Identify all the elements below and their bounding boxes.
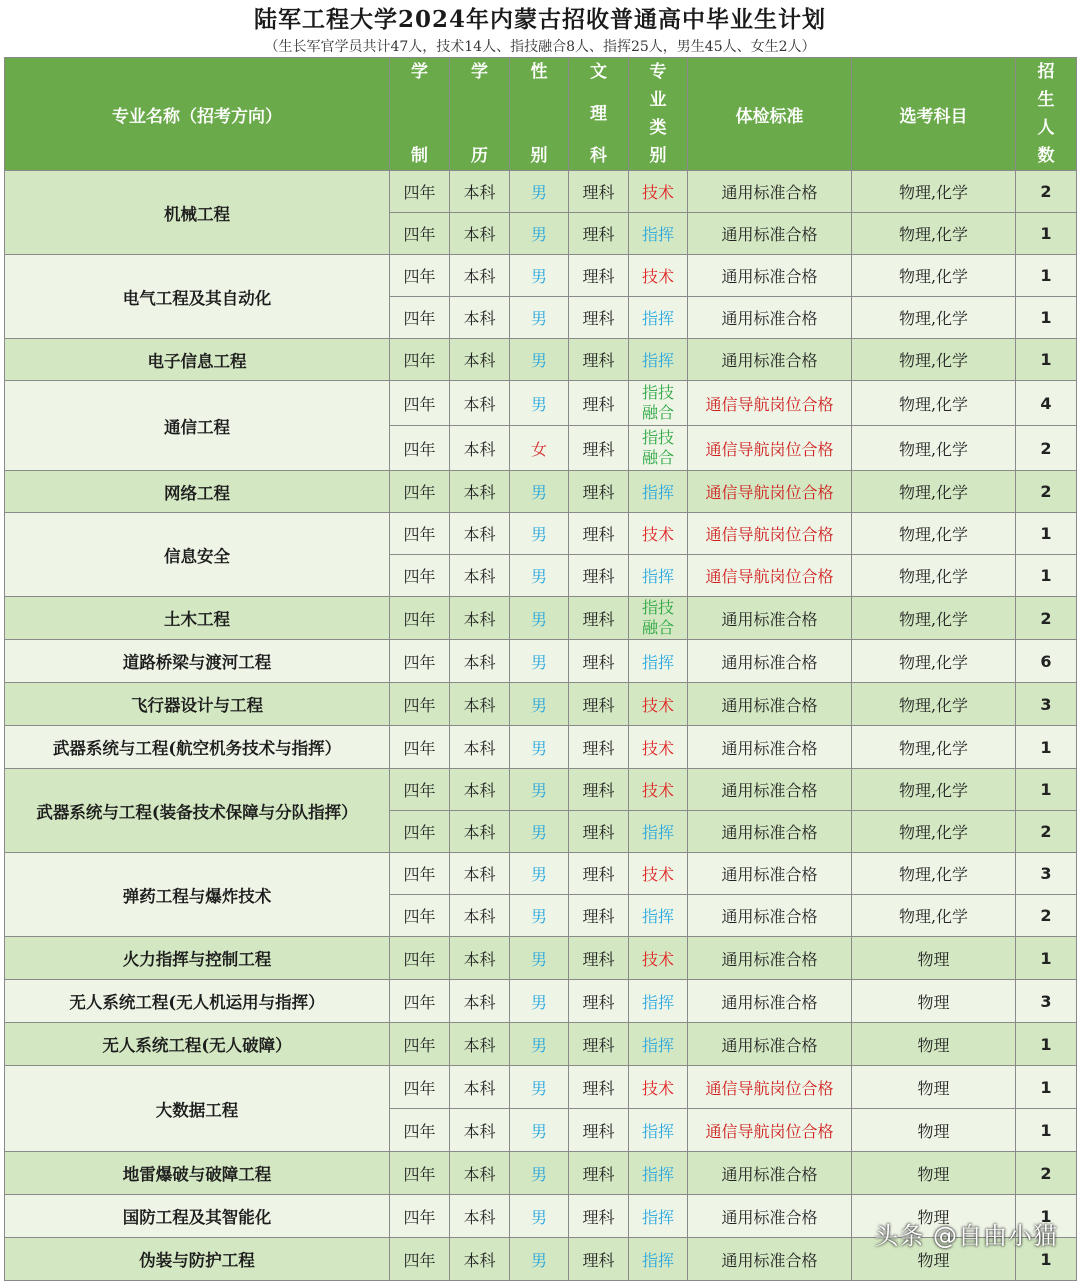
degree-cell: 本科	[450, 1066, 510, 1109]
category-cell: 技术	[629, 171, 688, 213]
degree-cell: 本科	[450, 381, 510, 426]
track-cell: 理科	[569, 683, 629, 726]
track-cell: 理科	[569, 980, 629, 1023]
major-name: 伪装与防护工程	[5, 1238, 390, 1281]
degree-cell: 本科	[450, 1023, 510, 1066]
header-gender	[510, 58, 569, 171]
category-cell: 指挥	[629, 980, 688, 1023]
major-name: 飞行器设计与工程	[5, 683, 390, 726]
degree-cell: 本科	[450, 555, 510, 597]
track-cell: 理科	[569, 1195, 629, 1238]
count-cell: 1	[1016, 513, 1077, 555]
track-cell: 理科	[569, 853, 629, 895]
table-row	[5, 1066, 1077, 1109]
header-count	[1016, 58, 1077, 171]
track-cell: 理科	[569, 171, 629, 213]
duration-cell: 四年	[390, 726, 450, 769]
category-cell: 技术	[629, 769, 688, 811]
physical-cell: 通信导航岗位合格	[688, 381, 852, 426]
track-cell: 理科	[569, 640, 629, 683]
track-cell: 理科	[569, 471, 629, 513]
count-cell: 1	[1016, 1238, 1077, 1281]
header-major: 专业名称（招考方向）	[5, 58, 390, 171]
count-cell: 1	[1016, 255, 1077, 297]
category-cell: 指挥	[629, 339, 688, 381]
category-cell: 指挥	[629, 895, 688, 937]
duration-cell: 四年	[390, 1152, 450, 1195]
track-cell: 理科	[569, 297, 629, 339]
gender-cell: 男	[510, 811, 569, 853]
category-cell: 指挥	[629, 1195, 688, 1238]
duration-cell: 四年	[390, 683, 450, 726]
track-cell: 理科	[569, 597, 629, 640]
gender-cell: 男	[510, 297, 569, 339]
major-name: 武器系统与工程(航空机务技术与指挥）	[5, 726, 390, 769]
degree-cell: 本科	[450, 853, 510, 895]
duration-cell: 四年	[390, 1109, 450, 1152]
header-degree-char: 历	[471, 146, 488, 166]
degree-cell: 本科	[450, 471, 510, 513]
physical-cell: 通用标准合格	[688, 1152, 852, 1195]
duration-cell: 四年	[390, 426, 450, 471]
physical-cell: 通用标准合格	[688, 640, 852, 683]
track-cell: 理科	[569, 213, 629, 255]
category-cell: 技术	[629, 513, 688, 555]
track-cell: 理科	[569, 255, 629, 297]
gender-cell: 男	[510, 937, 569, 980]
physical-cell: 通用标准合格	[688, 980, 852, 1023]
table-row	[5, 980, 1077, 1023]
category-cell: 指挥	[629, 1152, 688, 1195]
physical-cell: 通信导航岗位合格	[688, 426, 852, 471]
degree-cell: 本科	[450, 597, 510, 640]
physical-cell: 通用标准合格	[688, 213, 852, 255]
duration-cell: 四年	[390, 597, 450, 640]
exam-subjects-cell: 物理,化学	[852, 297, 1016, 339]
count-cell: 1	[1016, 937, 1077, 980]
major-name: 通信工程	[5, 381, 390, 471]
gender-cell: 男	[510, 1195, 569, 1238]
category-cell: 技术	[629, 937, 688, 980]
physical-cell: 通信导航岗位合格	[688, 555, 852, 597]
category-cell: 技术	[629, 683, 688, 726]
degree-cell: 本科	[450, 811, 510, 853]
duration-cell: 四年	[390, 811, 450, 853]
exam-subjects-cell: 物理,化学	[852, 381, 1016, 426]
count-cell: 1	[1016, 726, 1077, 769]
track-cell: 理科	[569, 1152, 629, 1195]
exam-subjects-cell: 物理	[852, 1109, 1016, 1152]
gender-cell: 男	[510, 683, 569, 726]
major-name: 土木工程	[5, 597, 390, 640]
category-cell: 技术	[629, 255, 688, 297]
duration-cell: 四年	[390, 339, 450, 381]
category-cell	[629, 426, 688, 471]
exam-subjects-cell: 物理	[852, 1066, 1016, 1109]
exam-subjects-cell: 物理	[852, 1152, 1016, 1195]
count-cell: 3	[1016, 853, 1077, 895]
gender-cell: 男	[510, 769, 569, 811]
header-duration-char: 制	[411, 146, 428, 166]
table-row	[5, 513, 1077, 555]
physical-cell: 通用标准合格	[688, 853, 852, 895]
enrollment-table	[4, 57, 1077, 1281]
header-track-char: 科	[590, 146, 607, 166]
physical-cell: 通用标准合格	[688, 726, 852, 769]
count-cell: 3	[1016, 683, 1077, 726]
count-cell: 1	[1016, 1066, 1077, 1109]
degree-cell: 本科	[450, 640, 510, 683]
header-track-char: 文	[590, 62, 607, 82]
major-name: 武器系统与工程(装备技术保障与分队指挥）	[5, 769, 390, 853]
exam-subjects-cell: 物理	[852, 937, 1016, 980]
header-category	[629, 58, 688, 171]
gender-cell: 男	[510, 1023, 569, 1066]
track-cell: 理科	[569, 381, 629, 426]
table-row	[5, 471, 1077, 513]
exam-subjects-cell: 物理,化学	[852, 426, 1016, 471]
degree-cell: 本科	[450, 1238, 510, 1281]
major-name: 道路桥梁与渡河工程	[5, 640, 390, 683]
physical-cell: 通用标准合格	[688, 1023, 852, 1066]
degree-cell: 本科	[450, 339, 510, 381]
degree-cell: 本科	[450, 1152, 510, 1195]
header-gender-char: 性	[530, 62, 548, 82]
count-cell: 4	[1016, 381, 1077, 426]
table-row	[5, 853, 1077, 895]
page-title: 陆军工程大学2024年内蒙古招收普通高中毕业生计划	[253, 6, 826, 33]
header-duration	[390, 58, 450, 171]
physical-cell: 通信导航岗位合格	[688, 513, 852, 555]
track-cell: 理科	[569, 339, 629, 381]
table-header-row	[5, 58, 1077, 171]
physical-cell: 通用标准合格	[688, 683, 852, 726]
exam-subjects-cell: 物理,化学	[852, 513, 1016, 555]
gender-cell: 男	[510, 213, 569, 255]
table-row	[5, 937, 1077, 980]
count-cell: 2	[1016, 471, 1077, 513]
category-cell: 指挥	[629, 471, 688, 513]
gender-cell: 男	[510, 1152, 569, 1195]
exam-subjects-cell: 物理,化学	[852, 471, 1016, 513]
major-name: 地雷爆破与破障工程	[5, 1152, 390, 1195]
duration-cell: 四年	[390, 640, 450, 683]
table-row	[5, 597, 1077, 640]
count-cell: 2	[1016, 895, 1077, 937]
track-cell: 理科	[569, 769, 629, 811]
category-cell: 指挥	[629, 555, 688, 597]
major-name: 国防工程及其智能化	[5, 1195, 390, 1238]
major-name: 火力指挥与控制工程	[5, 937, 390, 980]
exam-subjects-cell: 物理	[852, 1023, 1016, 1066]
category-cell: 指挥	[629, 640, 688, 683]
track-cell: 理科	[569, 426, 629, 471]
category-cell: 技术	[629, 853, 688, 895]
gender-cell: 男	[510, 471, 569, 513]
gender-cell: 男	[510, 555, 569, 597]
table-row	[5, 1023, 1077, 1066]
major-name: 无人系统工程(无人破障）	[5, 1023, 390, 1066]
gender-cell: 男	[510, 597, 569, 640]
track-cell: 理科	[569, 1238, 629, 1281]
gender-cell: 男	[510, 895, 569, 937]
degree-cell: 本科	[450, 171, 510, 213]
gender-cell: 男	[510, 255, 569, 297]
major-name: 网络工程	[5, 471, 390, 513]
exam-subjects-cell: 物理	[852, 980, 1016, 1023]
count-cell: 1	[1016, 297, 1077, 339]
header-category-char: 专	[649, 62, 667, 82]
degree-cell: 本科	[450, 683, 510, 726]
gender-cell: 男	[510, 513, 569, 555]
gender-cell: 男	[510, 853, 569, 895]
category-cell: 技术	[629, 726, 688, 769]
count-cell: 1	[1016, 1023, 1077, 1066]
exam-subjects-cell: 物理,化学	[852, 640, 1016, 683]
duration-cell: 四年	[390, 980, 450, 1023]
count-cell: 1	[1016, 213, 1077, 255]
physical-cell: 通用标准合格	[688, 811, 852, 853]
track-cell: 理科	[569, 513, 629, 555]
category-cell: 指挥	[629, 811, 688, 853]
exam-subjects-cell: 物理,化学	[852, 555, 1016, 597]
gender-cell: 男	[510, 381, 569, 426]
major-name: 电子信息工程	[5, 339, 390, 381]
header-count-char: 生	[1037, 90, 1055, 110]
header-duration-char: 学	[411, 62, 428, 82]
gender-cell: 男	[510, 640, 569, 683]
table-row	[5, 769, 1077, 811]
count-cell: 2	[1016, 1152, 1077, 1195]
duration-cell: 四年	[390, 255, 450, 297]
duration-cell: 四年	[390, 937, 450, 980]
count-cell: 2	[1016, 426, 1077, 471]
header-degree-char: 学	[471, 62, 488, 82]
gender-cell: 男	[510, 1109, 569, 1152]
gender-cell: 男	[510, 171, 569, 213]
track-cell: 理科	[569, 811, 629, 853]
header-degree	[450, 58, 510, 171]
duration-cell: 四年	[390, 213, 450, 255]
degree-cell: 本科	[450, 895, 510, 937]
table-row	[5, 726, 1077, 769]
exam-subjects-cell: 物理,化学	[852, 726, 1016, 769]
exam-subjects-cell: 物理,化学	[852, 853, 1016, 895]
table-row	[5, 1152, 1077, 1195]
degree-cell: 本科	[450, 255, 510, 297]
table-row	[5, 381, 1077, 426]
gender-cell: 女	[510, 426, 569, 471]
category-cell	[629, 597, 688, 640]
gender-cell: 男	[510, 726, 569, 769]
category-text: 指技融合	[641, 428, 674, 467]
category-cell: 指挥	[629, 297, 688, 339]
physical-cell: 通用标准合格	[688, 1238, 852, 1281]
count-cell: 2	[1016, 811, 1077, 853]
degree-cell: 本科	[450, 213, 510, 255]
gender-cell: 男	[510, 980, 569, 1023]
duration-cell: 四年	[390, 1238, 450, 1281]
degree-cell: 本科	[450, 426, 510, 471]
exam-subjects-cell: 物理,化学	[852, 811, 1016, 853]
gender-cell: 男	[510, 339, 569, 381]
count-cell: 2	[1016, 597, 1077, 640]
count-cell: 1	[1016, 769, 1077, 811]
degree-cell: 本科	[450, 1109, 510, 1152]
degree-cell: 本科	[450, 1195, 510, 1238]
header-count-char: 人	[1037, 118, 1055, 138]
duration-cell: 四年	[390, 895, 450, 937]
header-category-char: 业	[649, 90, 667, 110]
page-subtitle: （生长军官学员共计47人，技术14人、指技融合8人、指挥25人，男生45人、女生2人）	[264, 39, 816, 55]
count-cell: 6	[1016, 640, 1077, 683]
table-row	[5, 640, 1077, 683]
track-cell: 理科	[569, 1109, 629, 1152]
count-cell: 3	[1016, 980, 1077, 1023]
physical-cell: 通用标准合格	[688, 339, 852, 381]
degree-cell: 本科	[450, 297, 510, 339]
table-row	[5, 255, 1077, 297]
exam-subjects-cell: 物理,化学	[852, 255, 1016, 297]
major-name: 信息安全	[5, 513, 390, 597]
header-category-char: 类	[649, 118, 667, 138]
exam-subjects-cell: 物理,化学	[852, 597, 1016, 640]
category-cell: 指挥	[629, 1023, 688, 1066]
major-name: 弹药工程与爆炸技术	[5, 853, 390, 937]
header-category-char: 别	[649, 146, 667, 166]
physical-cell: 通用标准合格	[688, 1195, 852, 1238]
physical-cell: 通用标准合格	[688, 297, 852, 339]
physical-cell: 通用标准合格	[688, 597, 852, 640]
physical-cell: 通用标准合格	[688, 255, 852, 297]
category-cell: 指挥	[629, 1109, 688, 1152]
degree-cell: 本科	[450, 937, 510, 980]
table-body	[5, 171, 1077, 1281]
count-cell: 2	[1016, 171, 1077, 213]
duration-cell: 四年	[390, 853, 450, 895]
exam-subjects-cell: 物理,化学	[852, 683, 1016, 726]
header-exam-subjects: 选考科目	[852, 58, 1016, 171]
count-cell: 1	[1016, 555, 1077, 597]
category-cell	[629, 381, 688, 426]
header-track-char: 理	[590, 104, 607, 124]
track-cell: 理科	[569, 895, 629, 937]
header-track	[569, 58, 629, 171]
header-count-char: 招	[1037, 62, 1055, 82]
exam-subjects-cell: 物理,化学	[852, 895, 1016, 937]
table-row	[5, 171, 1077, 213]
header-gender-char: 别	[530, 146, 548, 166]
degree-cell: 本科	[450, 513, 510, 555]
exam-subjects-cell: 物理,化学	[852, 769, 1016, 811]
physical-cell: 通用标准合格	[688, 895, 852, 937]
category-text: 指技融合	[641, 383, 674, 422]
major-name: 机械工程	[5, 171, 390, 255]
track-cell: 理科	[569, 1066, 629, 1109]
track-cell: 理科	[569, 937, 629, 980]
major-name: 无人系统工程(无人机运用与指挥）	[5, 980, 390, 1023]
physical-cell: 通信导航岗位合格	[688, 471, 852, 513]
physical-cell: 通用标准合格	[688, 769, 852, 811]
duration-cell: 四年	[390, 769, 450, 811]
track-cell: 理科	[569, 726, 629, 769]
major-name: 电气工程及其自动化	[5, 255, 390, 339]
duration-cell: 四年	[390, 1195, 450, 1238]
degree-cell: 本科	[450, 980, 510, 1023]
count-cell: 1	[1016, 1195, 1077, 1238]
gender-cell: 男	[510, 1066, 569, 1109]
duration-cell: 四年	[390, 297, 450, 339]
category-cell: 技术	[629, 1066, 688, 1109]
physical-cell: 通信导航岗位合格	[688, 1066, 852, 1109]
watermark: 头条 @自由小猫	[874, 1222, 1058, 1250]
duration-cell: 四年	[390, 513, 450, 555]
exam-subjects-cell: 物理,化学	[852, 339, 1016, 381]
header-physical: 体检标准	[688, 58, 852, 171]
duration-cell: 四年	[390, 171, 450, 213]
count-cell: 1	[1016, 1109, 1077, 1152]
count-cell: 1	[1016, 339, 1077, 381]
duration-cell: 四年	[390, 471, 450, 513]
degree-cell: 本科	[450, 769, 510, 811]
track-cell: 理科	[569, 555, 629, 597]
major-name: 大数据工程	[5, 1066, 390, 1152]
duration-cell: 四年	[390, 381, 450, 426]
exam-subjects-cell: 物理,化学	[852, 171, 1016, 213]
table-row	[5, 683, 1077, 726]
degree-cell: 本科	[450, 726, 510, 769]
table-row	[5, 339, 1077, 381]
exam-subjects-cell: 物理,化学	[852, 213, 1016, 255]
physical-cell: 通用标准合格	[688, 171, 852, 213]
duration-cell: 四年	[390, 1066, 450, 1109]
physical-cell: 通信导航岗位合格	[688, 1109, 852, 1152]
track-cell: 理科	[569, 1023, 629, 1066]
duration-cell: 四年	[390, 1023, 450, 1066]
gender-cell: 男	[510, 1238, 569, 1281]
category-cell: 指挥	[629, 213, 688, 255]
physical-cell: 通用标准合格	[688, 937, 852, 980]
exam-subjects-cell: 物理	[852, 1195, 1016, 1238]
category-text: 指技融合	[641, 598, 674, 637]
exam-subjects-cell: 物理	[852, 1238, 1016, 1281]
category-cell: 指挥	[629, 1238, 688, 1281]
duration-cell: 四年	[390, 555, 450, 597]
header-count-char: 数	[1037, 146, 1055, 166]
